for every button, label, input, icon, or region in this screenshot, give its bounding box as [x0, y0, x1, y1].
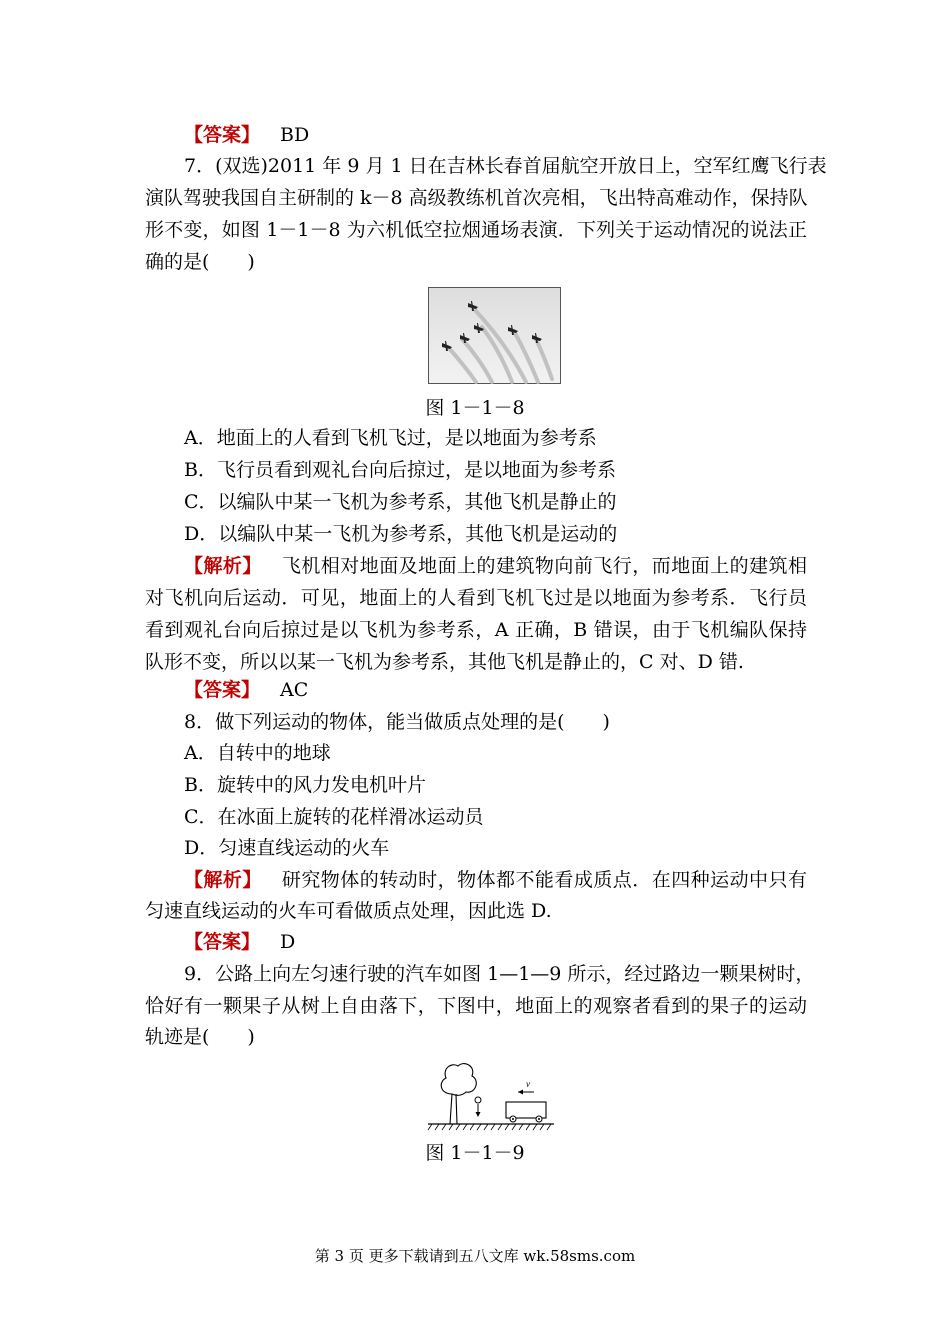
fruit-icon [475, 1097, 481, 1117]
analysis-text: 研究物体的转动时，物体都不能看成质点．在四种运动中只有 [281, 869, 807, 891]
q7-analysis-line-2: 对飞机向后运动．可见，地面上的人看到飞机飞过是以地面为参考系．飞行员 [145, 587, 807, 609]
airplanes-figure [428, 287, 561, 384]
tree-icon [441, 1064, 476, 1124]
q8-analysis-line-1 [184, 868, 807, 892]
q7-stem-line-1: 7．(双选)2011 年 9 月 1 日在吉林长春首届航空开放日上，空军红鹰飞行表 [184, 155, 827, 177]
q8-option-d: D．匀速直线运动的火车 [184, 837, 390, 859]
q7-answer-line [184, 678, 308, 702]
q7-analysis-line-4: 队形不变，所以以某一飞机为参考系，其他飞机是静止的，C 对、D 错. [145, 651, 744, 673]
q7-option-b: B．飞行员看到观礼台向后掠过，是以地面为参考系 [184, 459, 616, 481]
answer-text: D [280, 931, 296, 953]
q7-analysis-line-3: 看到观礼台向后掠过是以飞机为参考系，A 正确，B 错误，由于飞机编队保持 [145, 619, 807, 641]
q8-option-c: C．在冰面上旋转的花样滑冰运动员 [184, 806, 484, 828]
q9-stem-line-3: 轨迹是( ) [145, 1026, 255, 1048]
velocity-label: v [526, 1079, 530, 1089]
q9-stem-line-1: 9．公路上向左匀速行驶的汽车如图 1—1—9 所示，经过路边一颗果树时， [184, 963, 815, 985]
q7-analysis-line-1 [184, 554, 807, 578]
q7-stem-line-4: 确的是( ) [145, 251, 255, 273]
car-icon [506, 1102, 546, 1122]
analysis-tag: 【解析】 [184, 869, 262, 891]
q6-answer-line [184, 123, 309, 147]
answer-text: BD [280, 124, 310, 146]
answer-tag: 【答案】 [184, 124, 261, 146]
q8-option-b: B．旋转中的风力发电机叶片 [184, 774, 426, 796]
answer-text: AC [280, 679, 309, 701]
q7-option-c: C．以编队中某一飞机为参考系，其他飞机是静止的 [184, 491, 617, 513]
q7-option-d: D．以编队中某一飞机为参考系，其他飞机是运动的 [184, 523, 618, 545]
page-footer: 第 3 页 更多下载请到五八文库 wk.58sms.com [314, 1247, 636, 1265]
tree-car-figure [426, 1058, 556, 1133]
q8-option-a: A．自转中的地球 [184, 742, 331, 764]
q8-stem: 8．做下列运动的物体，能当做质点处理的是( ) [184, 711, 610, 733]
analysis-text: 飞机相对地面及地面上的建筑物向前飞行，而地面上的建筑相 [281, 555, 807, 577]
velocity-arrow-icon [518, 1090, 534, 1095]
answer-tag: 【答案】 [184, 679, 261, 701]
answer-tag: 【答案】 [184, 931, 261, 953]
ground-hatching [428, 1124, 551, 1130]
q7-option-a: A．地面上的人看到飞机飞过，是以地面为参考系 [184, 427, 597, 449]
figure-caption-1-1-8: 图 1－1－8 [425, 397, 525, 419]
analysis-tag: 【解析】 [184, 555, 262, 577]
q7-stem-line-2: 演队驾驶我国自主研制的 k－8 高级教练机首次亮相，飞出特高难动作，保持队 [145, 187, 808, 209]
q8-analysis-line-2: 匀速直线运动的火车可看做质点处理，因此选 D. [145, 900, 552, 922]
figure-caption-1-1-9: 图 1－1－9 [425, 1142, 525, 1164]
q7-stem-line-3: 形不变，如图 1－1－8 为六机低空拉烟通场表演．下列关于运动情况的说法正 [145, 219, 807, 241]
q9-stem-line-2: 恰好有一颗果子从树上自由落下，下图中，地面上的观察者看到的果子的运动 [145, 995, 807, 1017]
q8-answer-line [184, 930, 295, 954]
